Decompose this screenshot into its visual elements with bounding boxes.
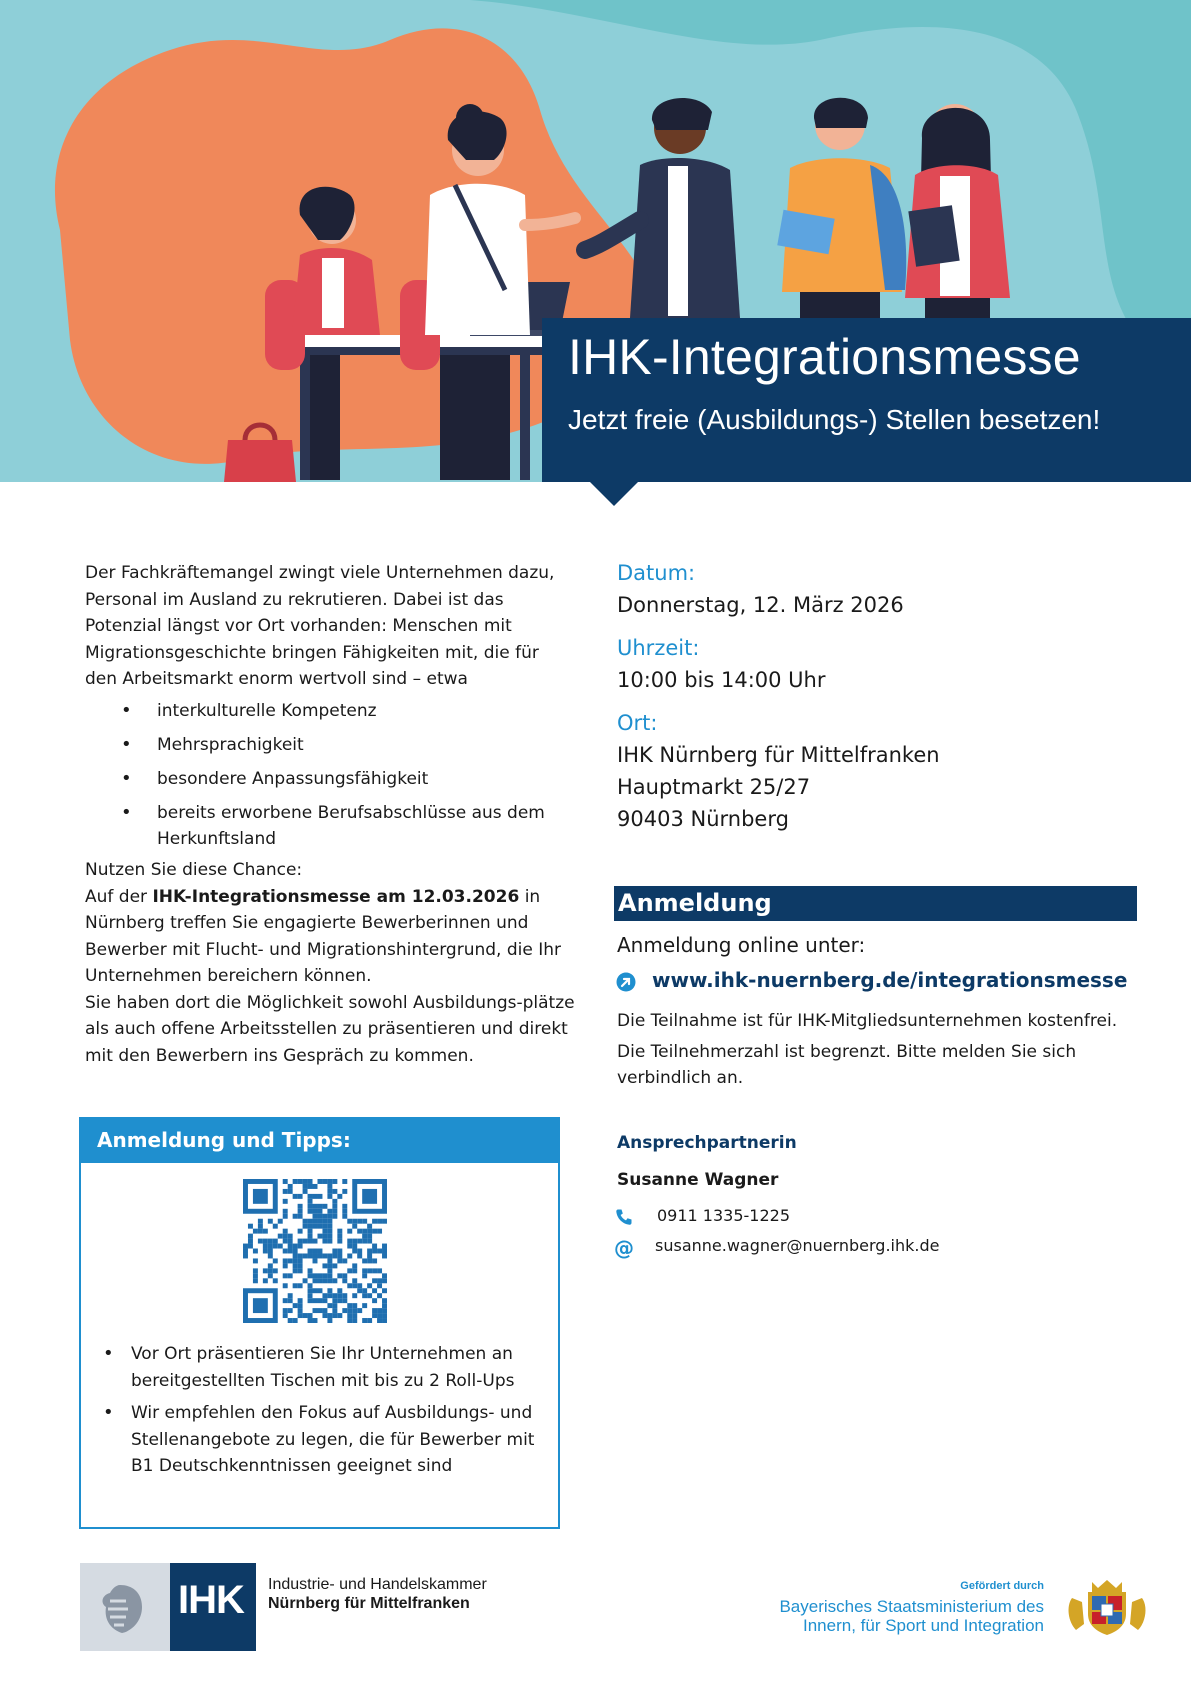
date-label: Datum: bbox=[617, 561, 696, 585]
tips-list bbox=[95, 1341, 535, 1486]
chance-prefix: Auf der bbox=[85, 886, 153, 907]
contact-email[interactable]: susanne.wagner@nuernberg.ihk.de bbox=[655, 1236, 940, 1255]
tips-header bbox=[81, 1119, 558, 1163]
bavaria-coat-of-arms bbox=[1062, 1578, 1152, 1636]
list-item: • interkulturelle Kompetenz bbox=[85, 698, 575, 724]
intro-paragraph: Der Fachkräftemangel zwingt viele Unternehmen dazu, Personal im Ausland zu rekrutieren. Dabei ist das Potenzial längst vor Ort vorhanden: Menschen mit Migrationsgeschichte bringen Fähigkeiten mit, die für den Arbeitsmarkt enorm wertvoll sind – etwa bbox=[85, 563, 555, 689]
email-icon: @ bbox=[614, 1236, 634, 1260]
list-item: • Mehrsprachigkeit bbox=[85, 732, 575, 758]
place-label: Ort: bbox=[617, 711, 658, 735]
place-line-2: Hauptmarkt 25/27 bbox=[617, 775, 811, 799]
list-item: • besondere Anpassungsfähigkeit bbox=[85, 766, 575, 792]
funded-by-label: Gefördert durch bbox=[960, 1580, 1044, 1592]
chance-heading: Nutzen Sie diese Chance: bbox=[85, 860, 303, 880]
ihk-logo bbox=[80, 1563, 256, 1651]
page-title: IHK-Integrationsmesse bbox=[568, 329, 1081, 385]
registration-note-1: Die Teilnahme ist für IHK-Mitgliedsunternehmen kostenfrei. bbox=[617, 1011, 1118, 1031]
contact-phone[interactable]: 0911 1335-1225 bbox=[657, 1206, 791, 1225]
registration-title: Anmeldung bbox=[618, 889, 772, 917]
chance-paragraph-2: Sie haben dort die Möglichkeit sowohl Ausbildungs-plätze als auch offene Arbeitsstellen zu präsentieren und direkt mit den Bewerbern ins Gespräch zu kommen. bbox=[85, 992, 575, 1066]
eagle-emblem bbox=[80, 1563, 170, 1651]
hero-illustration bbox=[0, 0, 1191, 482]
ihk-logo-text: IHK bbox=[178, 1578, 244, 1622]
ihk-logo-block bbox=[170, 1563, 256, 1651]
ministry-line-2: Innern, für Sport und Integration bbox=[803, 1616, 1044, 1635]
chance-paragraph bbox=[85, 884, 575, 990]
place-line-3: 90403 Nürnberg bbox=[617, 807, 789, 831]
registration-link[interactable]: www.ihk-nuernberg.de/integrationsmesse bbox=[652, 968, 1128, 992]
ihk-name-line-2: Nürnberg für Mittelfranken bbox=[268, 1595, 470, 1612]
registration-note bbox=[617, 1008, 1147, 1096]
time-value: 10:00 bis 14:00 Uhr bbox=[617, 668, 826, 692]
page-subtitle: Jetzt freie (Ausbildungs-) Stellen besetzen! bbox=[568, 404, 1101, 435]
list-item: • bereits erworbene Berufsabschlüsse aus dem Herkunftsland bbox=[85, 800, 575, 852]
contact-heading: Ansprechpartnerin bbox=[617, 1133, 797, 1153]
qr-code[interactable] bbox=[243, 1179, 387, 1323]
contact-name: Susanne Wagner bbox=[617, 1170, 779, 1190]
chance-section bbox=[85, 857, 575, 1069]
arrow-circle-icon bbox=[616, 972, 636, 992]
ihk-name-line-1: Industrie- und Handelskammer bbox=[268, 1576, 487, 1593]
title-banner bbox=[542, 318, 1191, 482]
banner-notch bbox=[590, 482, 638, 506]
time-label: Uhrzeit: bbox=[617, 636, 700, 660]
place-line-1: IHK Nürnberg für Mittelfranken bbox=[617, 743, 940, 767]
tips-box bbox=[79, 1117, 560, 1529]
phone-icon bbox=[615, 1208, 633, 1226]
registration-online-label: Anmeldung online unter: bbox=[617, 933, 866, 957]
event-highlight: IHK-Integrationsmesse am 12.03.2026 bbox=[152, 886, 520, 907]
ministry-line-1: Bayerisches Staatsministerium des bbox=[779, 1597, 1044, 1616]
list-item: • Vor Ort präsentieren Sie Ihr Unternehmen an bereitgestellten Tischen mit bis zu 2 Roll-Ups bbox=[95, 1341, 535, 1394]
list-item: • Wir empfehlen den Fokus auf Ausbildungs- und Stellenangebote zu legen, die für Bewerber mit B1 Deutschkenntnissen geeignet sind bbox=[95, 1400, 535, 1480]
tips-title: Anmeldung und Tipps: bbox=[97, 1128, 351, 1152]
registration-note-2: Die Teilnehmerzahl ist begrenzt. Bitte melden Sie sich verbindlich an. bbox=[617, 1041, 1077, 1088]
chance-rest: in Nürnberg treffen Sie engagierte Bewerberinnen und Bewerber mit Flucht- und Migrationshintergrund, die Ihr Unternehmen bereichern können. bbox=[85, 886, 561, 986]
skills-list bbox=[85, 698, 575, 860]
registration-bar bbox=[614, 886, 1137, 921]
eagle-icon bbox=[80, 1563, 170, 1651]
date-value: Donnerstag, 12. März 2026 bbox=[617, 593, 904, 617]
